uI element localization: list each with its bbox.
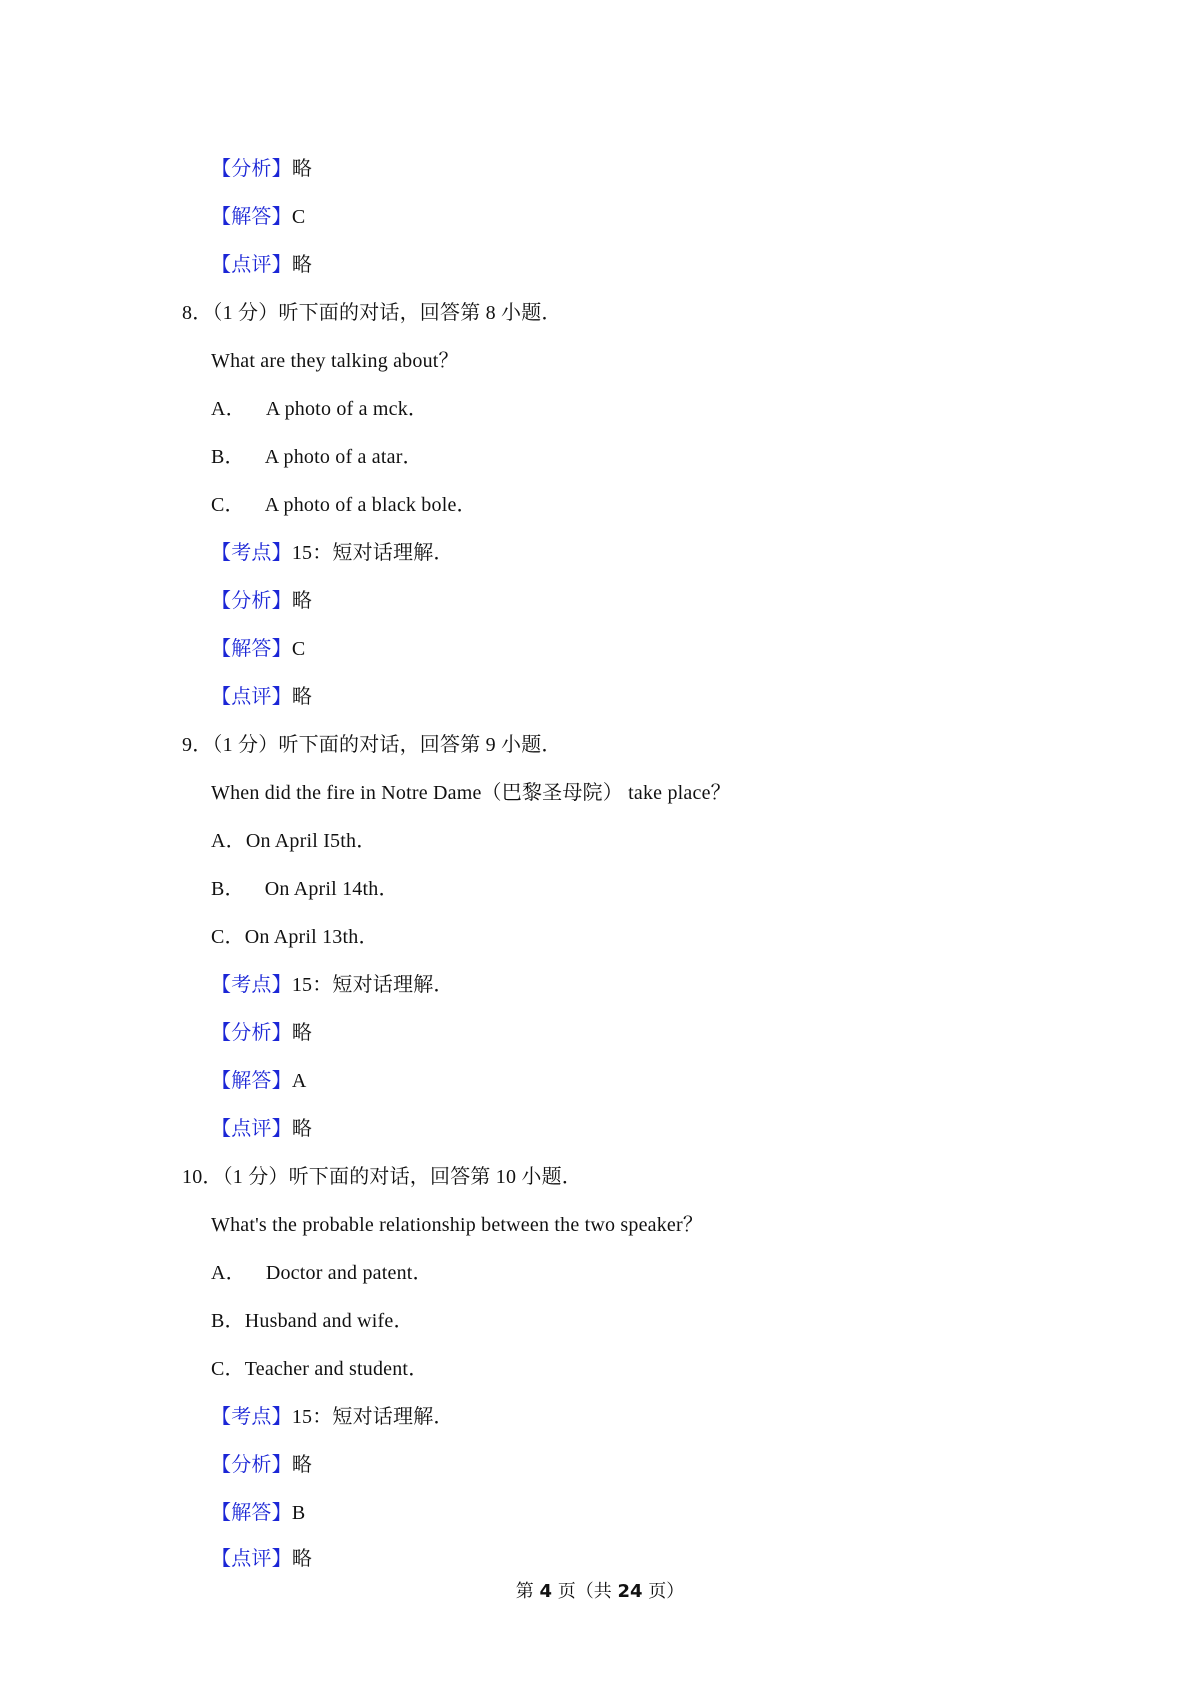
option-letter: B． <box>211 446 245 468</box>
comment-text: 略 <box>291 686 313 708</box>
analysis-tag: 【分析】 <box>211 1454 292 1476</box>
footer-page-number: 4 <box>539 1581 552 1602</box>
option-letter: C． <box>211 1358 245 1380</box>
q9-option-b <box>211 876 399 902</box>
q10-option-c <box>211 1356 428 1382</box>
q9-answer <box>211 1068 306 1094</box>
footer-suffix: 页） <box>642 1581 685 1602</box>
analysis-text: 略 <box>291 590 313 612</box>
q7-comment <box>211 252 312 278</box>
q9-option-c <box>211 924 379 950</box>
option-letter: A． <box>211 398 246 420</box>
q10-analysis <box>211 1452 312 1478</box>
analysis-text: 略 <box>291 1454 313 1476</box>
option-text: On April I5th． <box>245 830 377 852</box>
answer-tag: 【解答】 <box>211 1502 292 1524</box>
footer-total-pages: 24 <box>617 1581 643 1602</box>
kaodian-text: 15：短对话理解． <box>291 542 454 564</box>
option-letter: B． <box>211 1310 245 1332</box>
comment-tag: 【点评】 <box>211 1548 292 1570</box>
q10-answer <box>211 1500 305 1526</box>
q8-prompt: What are they talking about？ <box>211 350 459 372</box>
analysis-tag: 【分析】 <box>211 590 292 612</box>
q10-comment <box>211 1546 312 1572</box>
q8-answer <box>211 636 305 662</box>
kaodian-tag: 【考点】 <box>211 974 292 996</box>
comment-text: 略 <box>291 1118 313 1140</box>
q8-analysis <box>211 588 312 614</box>
answer-text: B <box>291 1502 306 1524</box>
q9-comment <box>211 1116 312 1142</box>
q9-header: 9．（1 分）听下面的对话，回答第 9 小题． <box>182 734 562 756</box>
q8-header: 8．（1 分）听下面的对话，回答第 8 小题． <box>182 302 562 324</box>
analysis-text: 略 <box>291 158 313 180</box>
option-text: On April 13th． <box>244 926 379 948</box>
q8-option-b <box>211 444 423 470</box>
comment-text: 略 <box>291 254 313 276</box>
q9-analysis <box>211 1020 312 1046</box>
kaodian-tag: 【考点】 <box>211 542 292 564</box>
option-letter: A． <box>211 1262 246 1284</box>
option-text: Husband and wife． <box>244 1310 414 1332</box>
q10-header: 10．（1 分）听下面的对话，回答第 10 小题． <box>182 1166 582 1188</box>
q7-answer <box>211 204 305 230</box>
kaodian-text: 15：短对话理解． <box>291 974 454 996</box>
q7-analysis <box>211 156 312 182</box>
option-text: On April 14th． <box>264 878 399 900</box>
answer-tag: 【解答】 <box>211 1070 292 1092</box>
kaodian-tag: 【考点】 <box>211 1406 292 1428</box>
q9-kaodian <box>211 972 454 998</box>
option-text: A photo of a mck． <box>265 398 429 420</box>
answer-tag: 【解答】 <box>211 206 292 228</box>
analysis-tag: 【分析】 <box>211 1022 292 1044</box>
q10-prompt: What's the probable relationship between the two speaker？ <box>211 1214 704 1236</box>
comment-text: 略 <box>291 1548 313 1570</box>
q8-kaodian <box>211 540 454 566</box>
option-letter: A． <box>211 830 246 852</box>
comment-tag: 【点评】 <box>211 254 292 276</box>
footer-middle: 页（共 <box>552 1581 618 1602</box>
footer-prefix: 第 <box>515 1581 540 1602</box>
option-text: A photo of a atar． <box>264 446 423 468</box>
comment-tag: 【点评】 <box>211 1118 292 1140</box>
option-text: Teacher and student． <box>244 1358 429 1380</box>
answer-text: C <box>291 206 306 228</box>
comment-tag: 【点评】 <box>211 686 292 708</box>
option-letter: C． <box>211 926 245 948</box>
q10-kaodian <box>211 1404 454 1430</box>
q9-prompt: When did the fire in Notre Dame（巴黎圣母院） take place？ <box>211 782 731 804</box>
q8-option-c <box>211 492 477 518</box>
q9-option-a <box>211 828 376 854</box>
page-footer <box>0 1580 1200 1604</box>
option-text: A photo of a black bole． <box>264 494 477 516</box>
option-letter: C． <box>211 494 245 516</box>
q8-option-a <box>211 396 428 422</box>
q10-option-a <box>211 1260 433 1286</box>
analysis-text: 略 <box>291 1022 313 1044</box>
q10-option-b <box>211 1308 414 1334</box>
option-text: Doctor and patent． <box>265 1262 433 1284</box>
q8-comment <box>211 684 312 710</box>
analysis-tag: 【分析】 <box>211 158 292 180</box>
answer-tag: 【解答】 <box>211 638 292 660</box>
option-letter: B． <box>211 878 245 900</box>
answer-text: C <box>291 638 306 660</box>
answer-text: A <box>291 1070 307 1092</box>
kaodian-text: 15：短对话理解． <box>291 1406 454 1428</box>
